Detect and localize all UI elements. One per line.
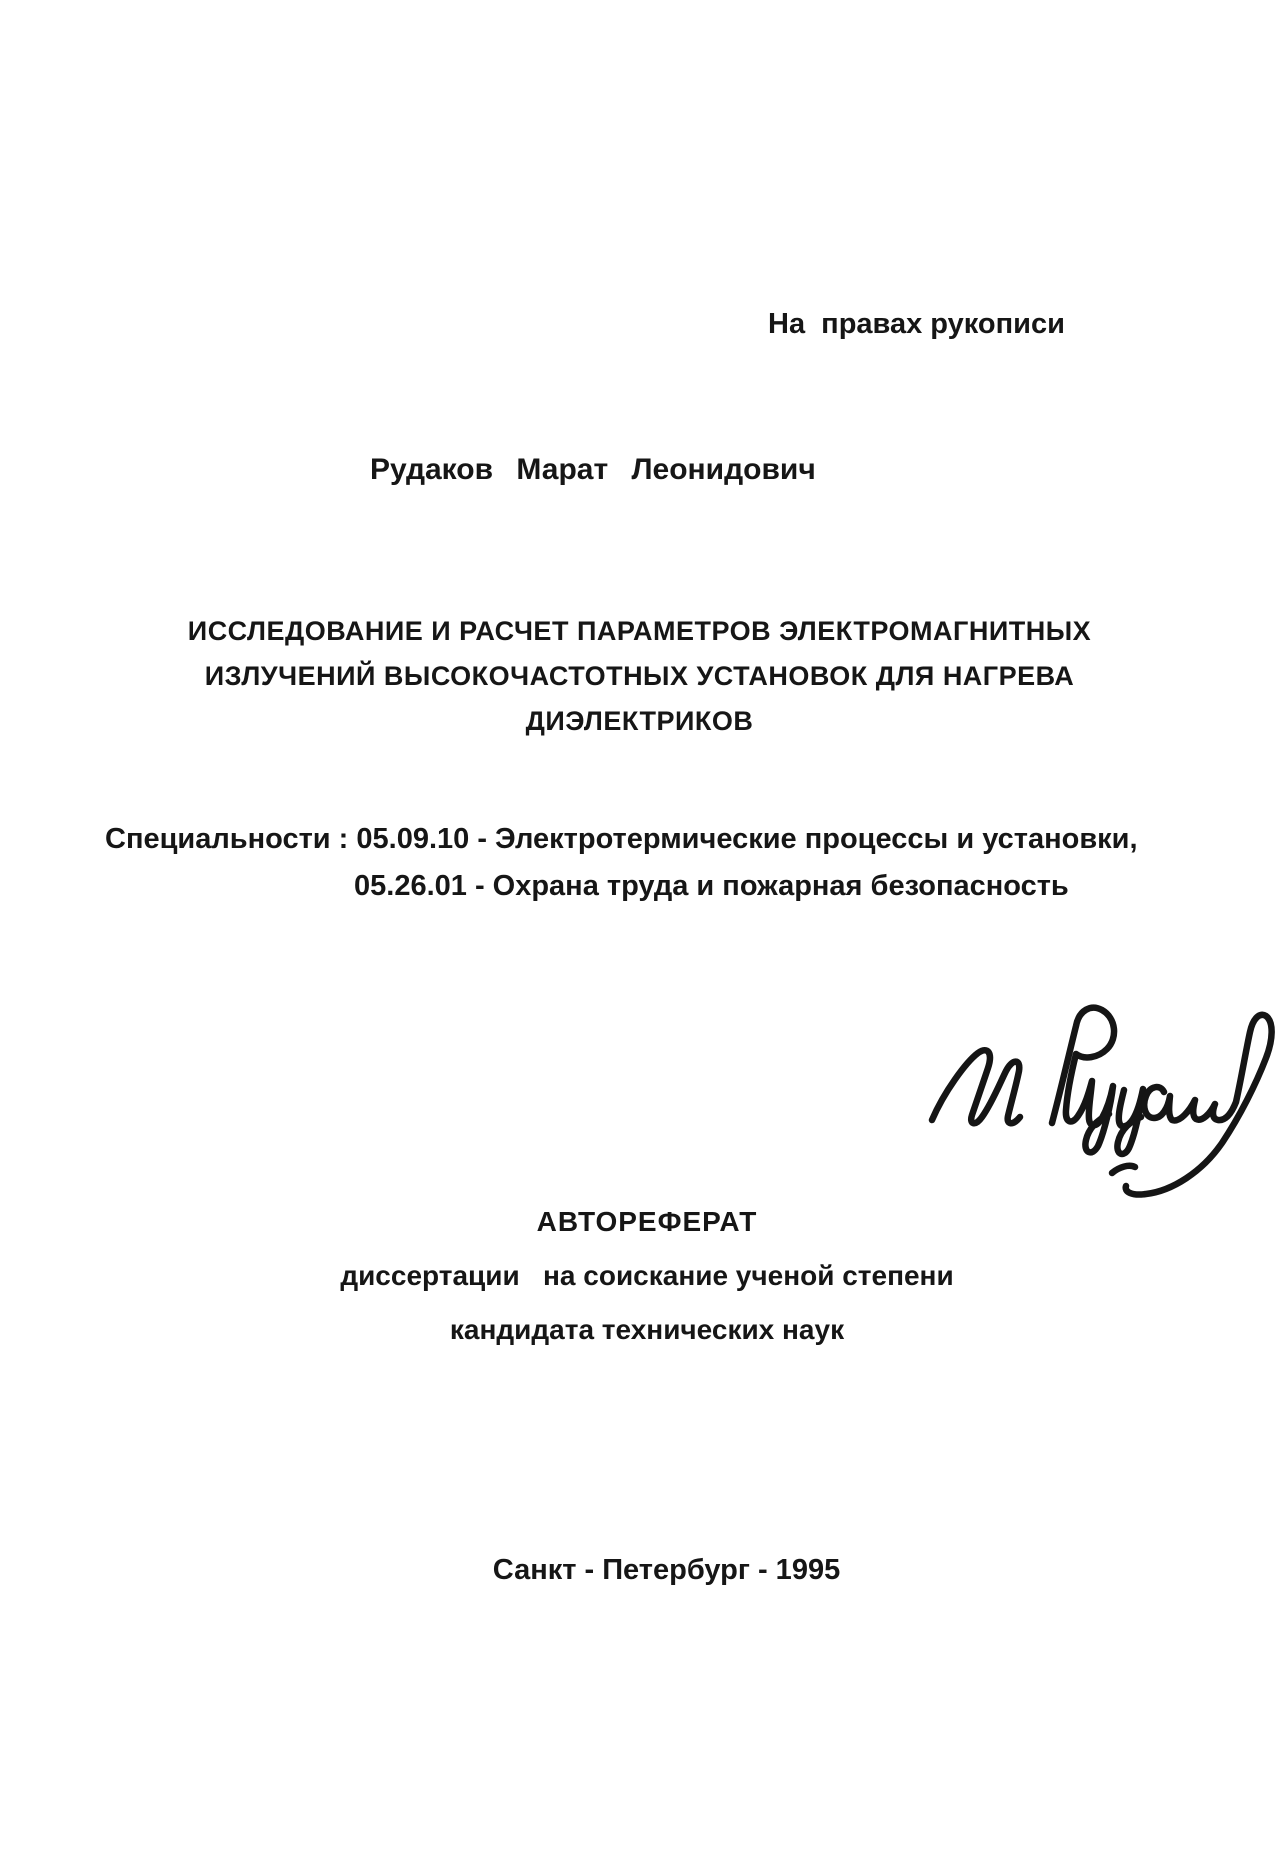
title-line-3: ДИЭЛЕКТРИКОВ (525, 706, 754, 736)
specialties-line-1: Специальности : 05.09.10 - Электротермические процессы и установки, (105, 823, 1138, 855)
dissertation-title (0, 609, 1279, 744)
signature-stroke-ru (1052, 1008, 1114, 1153)
author-name: Рудаков Марат Леонидович (370, 453, 816, 486)
title-line-1: ИССЛЕДОВАНИЕ И РАСЧЕТ ПАРАМЕТРОВ ЭЛЕКТРОМАГНИТНЫХ (187, 616, 1092, 646)
abstract-line-3: кандидата технических наук (449, 1314, 845, 1345)
title-line-2: ИЗЛУЧЕНИЙ ВЫСОКОЧАСТОТНЫХ УСТАНОВОК ДЛЯ НАГРЕВА (204, 661, 1075, 691)
city-year-imprint: Санкт - Петербург - 1995 (492, 1554, 841, 1586)
abstract-block (15, 1195, 1279, 1357)
abstract-line-2: диссертации на соискание ученой степени (340, 1260, 954, 1291)
manuscript-rights-stamp: На правах рукописи (768, 308, 1065, 340)
specialties-line-2: 05.26.01 - Охрана труда и пожарная безопасность (354, 870, 1069, 902)
signature-stroke-d (1117, 1089, 1143, 1154)
signature-stroke-m (932, 1050, 1020, 1123)
signature-stroke-flourish (1126, 1015, 1272, 1195)
abstract-heading: АВТОРЕФЕРАТ (536, 1206, 758, 1237)
signature-stroke-dash (1112, 1166, 1135, 1173)
